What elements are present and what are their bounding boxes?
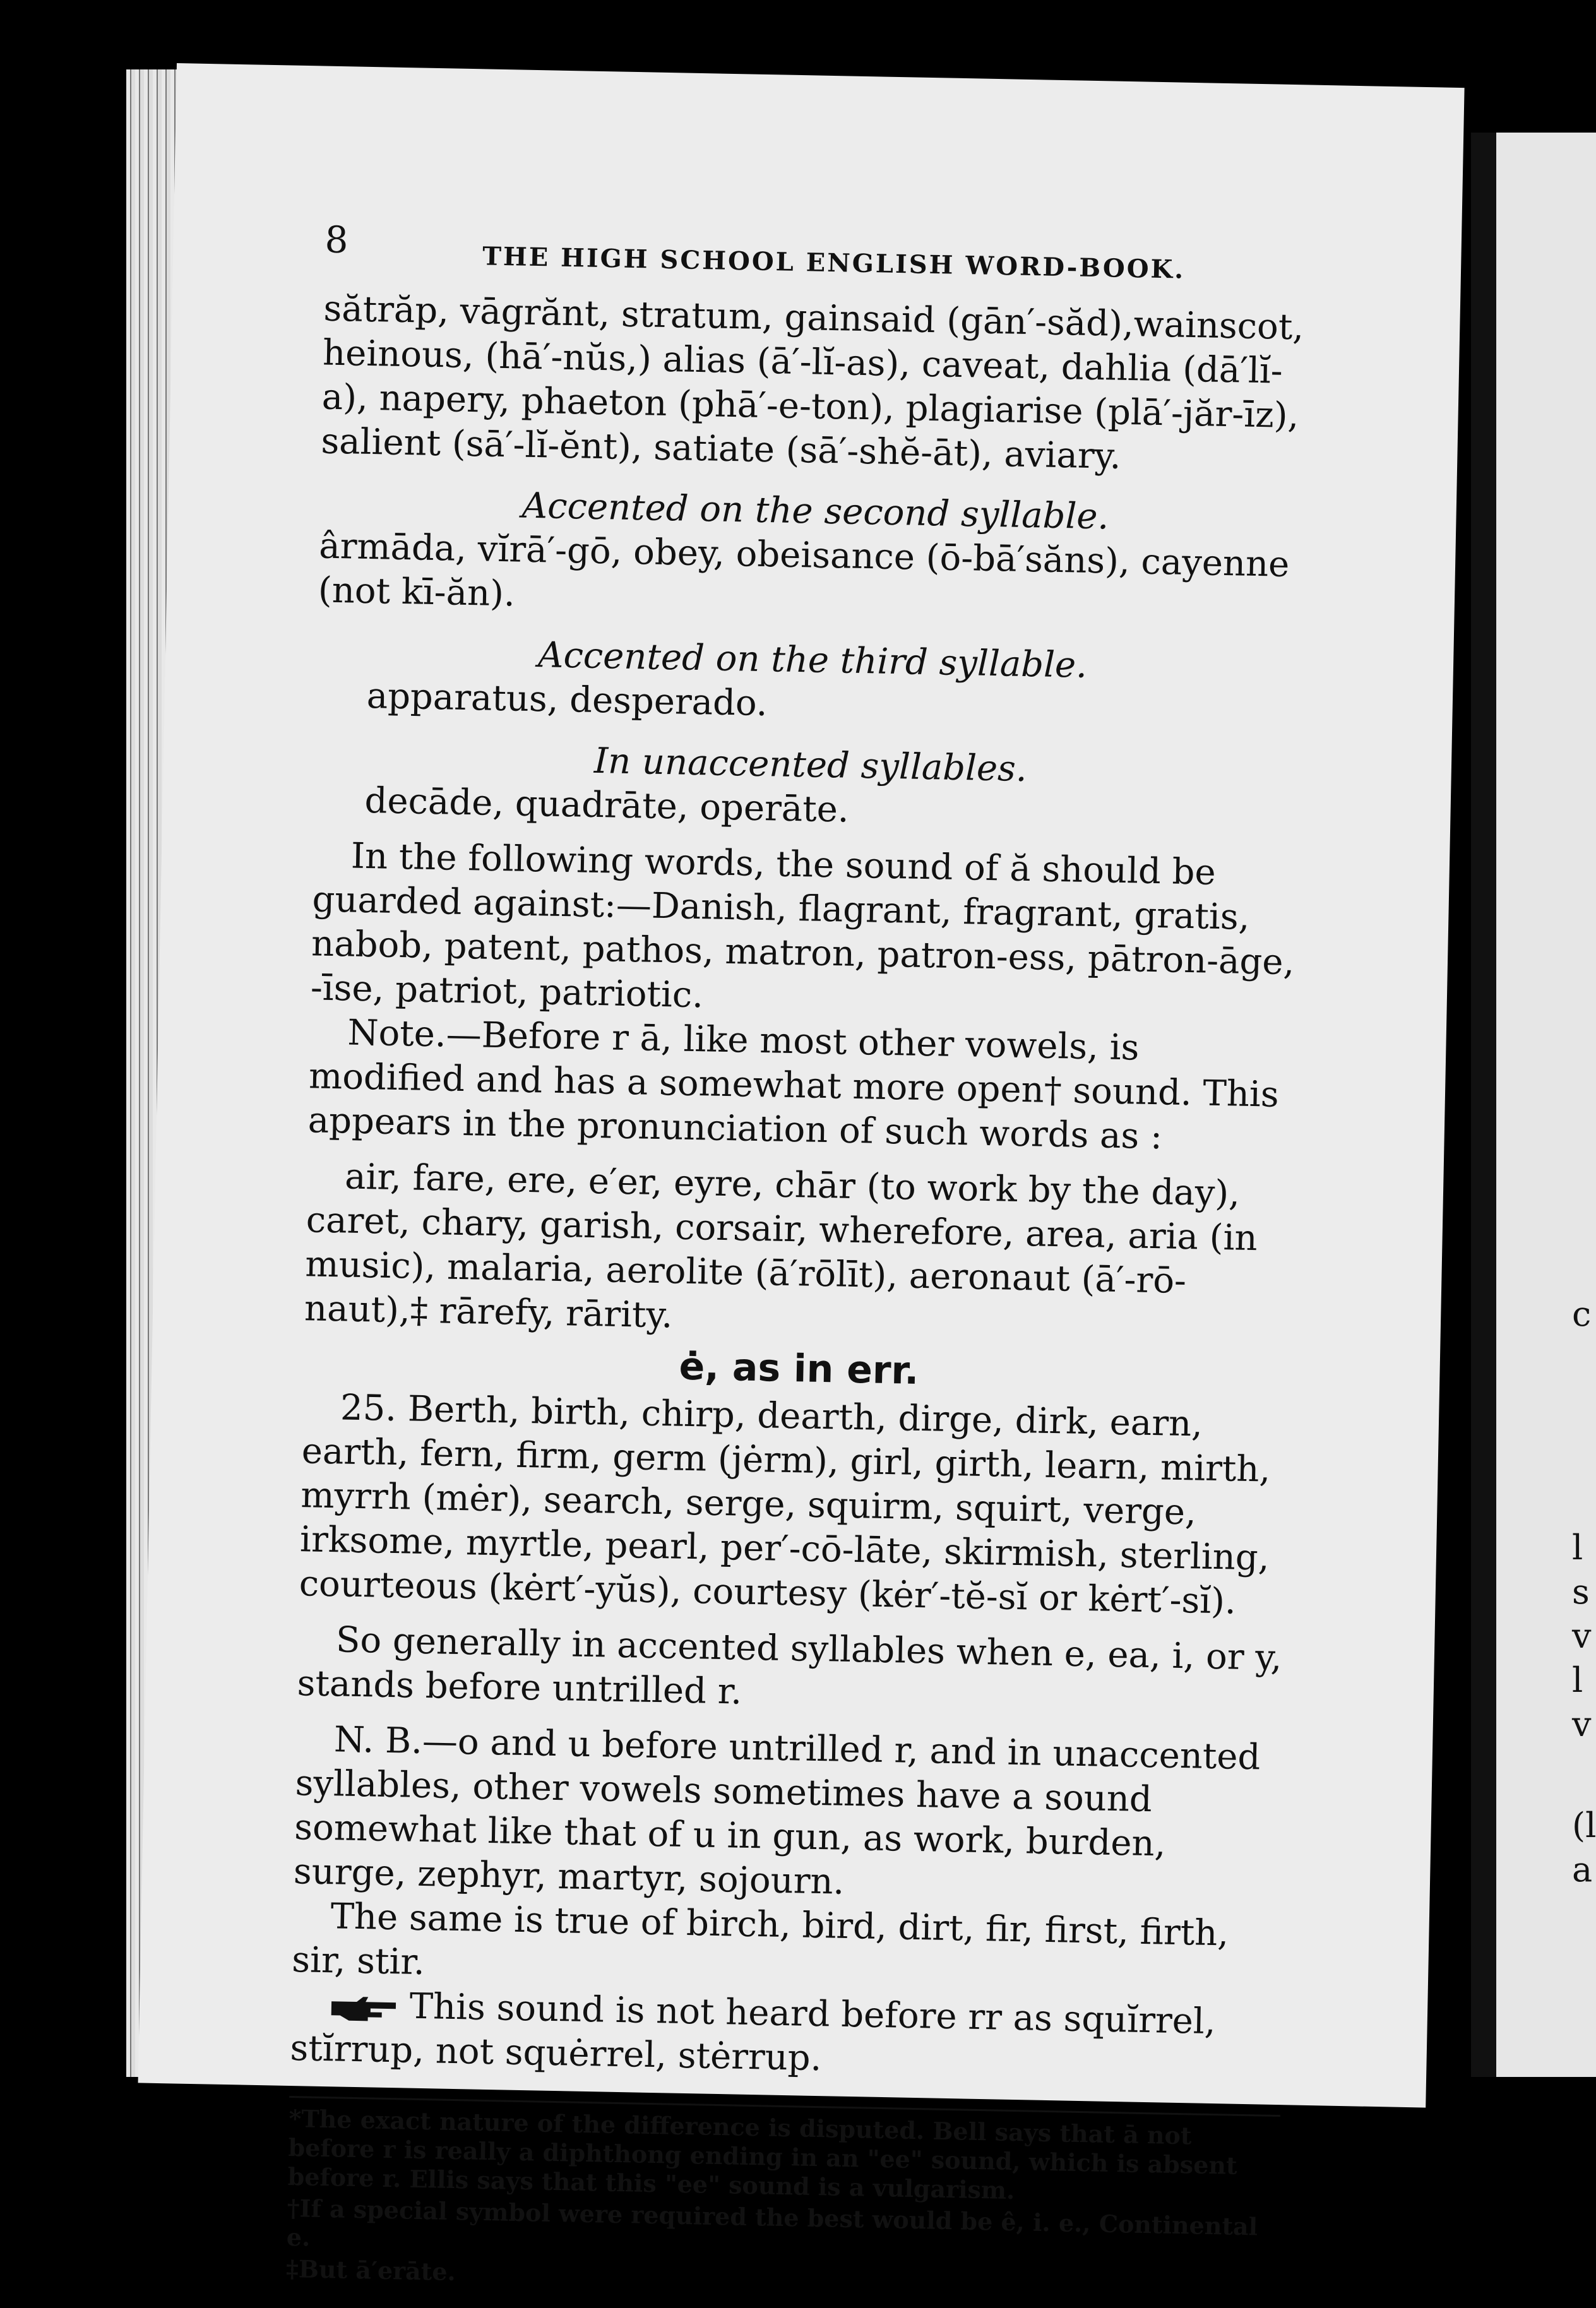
subheading-second-syllable: Accented on the second syllable. <box>521 485 1109 538</box>
facing-page-fragment: s <box>1572 1572 1590 1612</box>
pointing-hand-text: This sound is not heard before rr as squĭrrel, stĭrrup, not squėrrel, stėrrup. <box>290 1985 1217 2079</box>
word-list-paragraph: air, fare, ere, e′er, eyre, chār (to work by the day), caret, chary, garish, corsair, wherefore, area, aria (in music), malaria, aerolite (ā′rōlīt), aeronaut (ā′-rō-naut),‡ rārefy, rārity. <box>304 1156 1258 1336</box>
facing-page-fragment: l <box>1572 1528 1583 1567</box>
subheading-third-syllable: Accented on the third syllable. <box>537 634 1088 686</box>
facing-page-fragment: a <box>1572 1850 1593 1889</box>
pointing-hand-icon <box>328 1992 398 2024</box>
book-page <box>138 63 1465 2287</box>
section-heading: ė, as in err. <box>678 1344 919 1393</box>
page-content <box>285 218 1316 2305</box>
footnote: †If a special symbol were required the best would be ê, i. e., Continental e. <box>286 2193 1258 2252</box>
facing-page-fragment: v <box>1572 1704 1592 1744</box>
numbered-paragraph: 25. Berth, birth, chirp, dearth, dirge, dirk, earn, earth, fern, firm, germ (jėrm), girl, girth, learn, mirth, myrrh (mėr), search, serge, squirm, squirt, verge, irksome, myrtle, pearl, per′-cō-lāte, skirmish, sterling, courteous (kėrt′-yŭs), courtesy (kėr′-tĕ-sĭ or kėrt′-sĭ). <box>299 1387 1271 1622</box>
footnote: ‡But ā′erāte. <box>285 2254 456 2287</box>
facing-page-fragment: v <box>1572 1616 1592 1656</box>
rule-paragraph: So generally in accented syllables when e, ea, i, or y, stands before untrilled r. <box>297 1619 1283 1713</box>
footnote: *The exact nature of the difference is disputed. Bell says that ā not before r is really a diphthong ending in an "ee" sound, which is absent before r. Ellis says that this "ee" sound is a vulgarism. <box>287 2104 1237 2205</box>
facing-page <box>1471 133 1596 2077</box>
note-paragraph: Note.—Before r ā, like most other vowels, is modified and has a somewhat more open† sound. This appears in the pronunciation of such words as : <box>307 1012 1280 1158</box>
footnotes <box>286 2104 1280 2302</box>
running-head: THE HIGH SCHOOL ENGLISH WORD-BOOK. <box>482 241 1186 285</box>
nota-bene-paragraph: N. B.—o and u before untrilled r, and in unaccented syllables, other vowels sometimes have a sound somewhat like that of u in gun, as work, burden, surge, zephyr, martyr, sojourn. <box>293 1719 1261 1903</box>
guarded-sound-paragraph: In the following words, the sound of ă should be guarded against:—Danish, flagrant, fragrant, gratis, nabob, patent, pathos, matron, patron-ess, pātron-āge, -īse, patriot, patriotic. <box>310 835 1295 1016</box>
facing-page-fragment: (l <box>1572 1805 1596 1845</box>
facing-page-fragment: l <box>1572 1660 1583 1700</box>
same-true-paragraph: The same is true of birch, bird, dirt, fir, first, firth, sir, stir. <box>291 1896 1229 1984</box>
word-list-paragraph: sătrăp, vāgrănt, stratum, gainsaid (gān′-săd),wainscot, heinous, (hā′-nŭs,) alias (ā′-lĭ-as), caveat, dahlia (dā′lĭ-a), napery, phaeton (phā′-e-ton), plagiarise (plā′-jăr-īz), salient (sā′-lĭ-ĕnt), satiate (sā′-shĕ-āt), aviary. <box>320 288 1304 477</box>
facing-page-fragment: c <box>1572 1294 1592 1334</box>
word-list-paragraph: apparatus, desperado. <box>366 675 768 725</box>
word-list-paragraph: ârmāda, vĭrā′-gō, obey, obeisance (ō-bā′săns), cayenne (not kī-ăn). <box>318 525 1290 615</box>
page-number: 8 <box>325 218 349 262</box>
pointing-hand-paragraph <box>290 1982 1282 2090</box>
subheading-unaccented: In unaccented syllables. <box>593 740 1028 790</box>
word-list-paragraph: decāde, quadrāte, operāte. <box>364 780 850 831</box>
